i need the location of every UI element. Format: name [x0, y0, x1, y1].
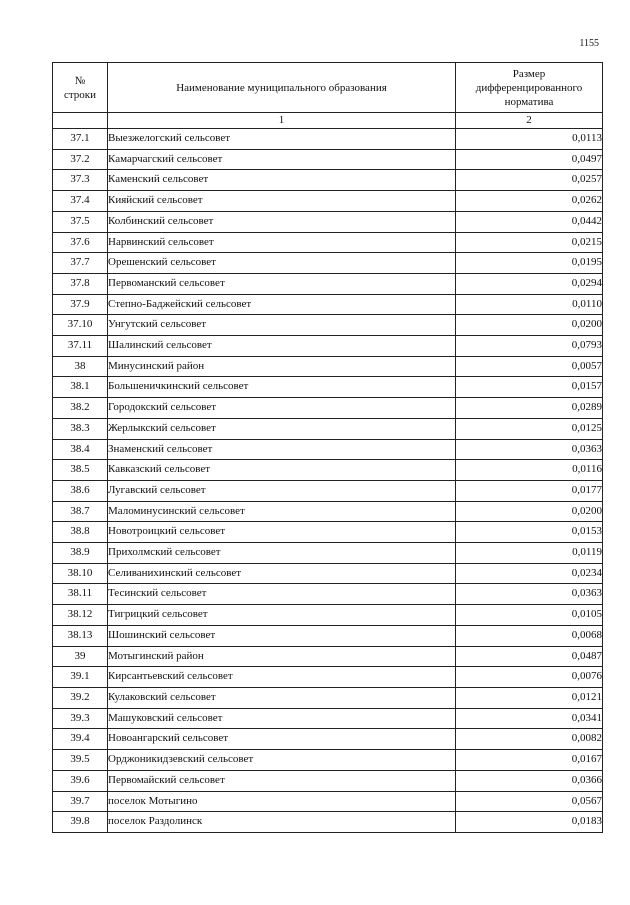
municipality-name-cell: Тесинский сельсовет [108, 584, 456, 605]
table-row [53, 439, 603, 460]
municipality-name-cell: Прихолмский сельсовет [108, 543, 456, 564]
row-number-cell: 37.4 [53, 191, 108, 212]
row-number-cell: 37.2 [53, 149, 108, 170]
municipality-name-cell: Кирсантьевский сельсовет [108, 667, 456, 688]
norm-value-cell: 0,0125 [456, 418, 603, 439]
municipality-name-cell: Выезжелогский сельсовет [108, 129, 456, 150]
table-row [53, 149, 603, 170]
norm-value-cell: 0,0442 [456, 211, 603, 232]
table-row [53, 232, 603, 253]
table-row [53, 667, 603, 688]
norm-value-cell: 0,0121 [456, 687, 603, 708]
row-number-cell: 39.8 [53, 812, 108, 833]
table-row [53, 750, 603, 771]
municipality-name-cell: Нарвинский сельсовет [108, 232, 456, 253]
page-number: 1155 [579, 38, 599, 49]
norm-value-cell: 0,0289 [456, 398, 603, 419]
norm-value-cell: 0,0200 [456, 315, 603, 336]
table-row [53, 563, 603, 584]
municipality-name-cell: Городокский сельсовет [108, 398, 456, 419]
row-number-cell: 38.1 [53, 377, 108, 398]
table-row [53, 687, 603, 708]
municipality-name-cell: Новотроицкий сельсовет [108, 522, 456, 543]
row-number-cell: 38.4 [53, 439, 108, 460]
column-index-name: 1 [108, 113, 456, 129]
norm-value-cell: 0,0341 [456, 708, 603, 729]
norm-value-cell: 0,0363 [456, 439, 603, 460]
norm-value-cell: 0,0113 [456, 129, 603, 150]
row-number-cell: 38.10 [53, 563, 108, 584]
row-number-cell: 38.12 [53, 605, 108, 626]
table-row [53, 315, 603, 336]
table-row [53, 294, 603, 315]
municipality-name-cell: Каменский сельсовет [108, 170, 456, 191]
norm-value-cell: 0,0793 [456, 336, 603, 357]
norm-value-cell: 0,0262 [456, 191, 603, 212]
norm-value-cell: 0,0294 [456, 273, 603, 294]
row-number-cell: 39.3 [53, 708, 108, 729]
norm-value-cell: 0,0105 [456, 605, 603, 626]
table-row [53, 211, 603, 232]
header-municipality-name: Наименование муниципального образования [108, 63, 456, 113]
row-number-cell: 38.8 [53, 522, 108, 543]
header-norm-size: Размер дифференцированного норматива [456, 63, 603, 113]
norm-value-cell: 0,0366 [456, 770, 603, 791]
norm-value-cell: 0,0082 [456, 729, 603, 750]
row-number-cell: 37.9 [53, 294, 108, 315]
norm-value-cell: 0,0076 [456, 667, 603, 688]
municipality-name-cell: Мотыгинский район [108, 646, 456, 667]
norm-value-cell: 0,0057 [456, 356, 603, 377]
row-number-cell: 37.10 [53, 315, 108, 336]
table-row [53, 770, 603, 791]
municipality-name-cell: Селиванихинский сельсовет [108, 563, 456, 584]
municipality-name-cell: Минусинский район [108, 356, 456, 377]
row-number-cell: 37.8 [53, 273, 108, 294]
row-number-cell: 39 [53, 646, 108, 667]
municipality-name-cell: Новоангарский сельсовет [108, 729, 456, 750]
table-row [53, 460, 603, 481]
norm-value-cell: 0,0200 [456, 501, 603, 522]
norm-value-cell: 0,0183 [456, 812, 603, 833]
municipality-name-cell: Шалинский сельсовет [108, 336, 456, 357]
table-row [53, 398, 603, 419]
table-row [53, 646, 603, 667]
municipality-name-cell: Кияйский сельсовет [108, 191, 456, 212]
norm-value-cell: 0,0068 [456, 625, 603, 646]
table-row [53, 170, 603, 191]
table-row [53, 418, 603, 439]
municipality-name-cell: Жерлыкский сельсовет [108, 418, 456, 439]
table-row [53, 522, 603, 543]
municipality-name-cell: Первоманский сельсовет [108, 273, 456, 294]
row-number-cell: 38.13 [53, 625, 108, 646]
table-row [53, 729, 603, 750]
municipality-name-cell: Орешенский сельсовет [108, 253, 456, 274]
norms-table [52, 62, 603, 833]
table-row [53, 625, 603, 646]
table-body [53, 129, 603, 833]
norm-value-cell: 0,0195 [456, 253, 603, 274]
norm-value-cell: 0,0167 [456, 750, 603, 771]
norm-value-cell: 0,0215 [456, 232, 603, 253]
municipality-name-cell: Тигрицкий сельсовет [108, 605, 456, 626]
row-number-cell: 38.2 [53, 398, 108, 419]
row-number-cell: 38.9 [53, 543, 108, 564]
norm-value-cell: 0,0116 [456, 460, 603, 481]
norm-value-cell: 0,0487 [456, 646, 603, 667]
column-index-empty [53, 113, 108, 129]
table-row [53, 129, 603, 150]
municipality-name-cell: Кулаковский сельсовет [108, 687, 456, 708]
column-index-value: 2 [456, 113, 603, 129]
table-row [53, 584, 603, 605]
row-number-cell: 38.7 [53, 501, 108, 522]
row-number-cell: 39.1 [53, 667, 108, 688]
table-row [53, 708, 603, 729]
municipality-name-cell: Маломинусинский сельсовет [108, 501, 456, 522]
row-number-cell: 39.4 [53, 729, 108, 750]
municipality-name-cell: поселок Раздолинск [108, 812, 456, 833]
table-header-row [53, 63, 603, 113]
municipality-name-cell: Большеничкинский сельсовет [108, 377, 456, 398]
table-row [53, 191, 603, 212]
norm-value-cell: 0,0153 [456, 522, 603, 543]
municipality-name-cell: Знаменский сельсовет [108, 439, 456, 460]
municipality-name-cell: Степно-Баджейский сельсовет [108, 294, 456, 315]
municipality-name-cell: Первомайский сельсовет [108, 770, 456, 791]
norm-value-cell: 0,0234 [456, 563, 603, 584]
column-index-row [53, 113, 603, 129]
row-number-cell: 37.5 [53, 211, 108, 232]
norm-value-cell: 0,0157 [456, 377, 603, 398]
table-row [53, 356, 603, 377]
row-number-cell: 39.2 [53, 687, 108, 708]
municipality-name-cell: Машуковский сельсовет [108, 708, 456, 729]
row-number-cell: 37.1 [53, 129, 108, 150]
row-number-cell: 39.6 [53, 770, 108, 791]
table-row [53, 605, 603, 626]
row-number-cell: 38.11 [53, 584, 108, 605]
norm-value-cell: 0,0363 [456, 584, 603, 605]
norm-value-cell: 0,0257 [456, 170, 603, 191]
header-row-number: № строки [53, 63, 108, 113]
table-row [53, 377, 603, 398]
municipality-name-cell: Шошинский сельсовет [108, 625, 456, 646]
row-number-cell: 39.5 [53, 750, 108, 771]
municipality-name-cell: Лугавский сельсовет [108, 480, 456, 501]
municipality-name-cell: Кавказский сельсовет [108, 460, 456, 481]
row-number-cell: 38.5 [53, 460, 108, 481]
row-number-cell: 37.11 [53, 336, 108, 357]
table-row [53, 791, 603, 812]
table-row [53, 812, 603, 833]
row-number-cell: 37.3 [53, 170, 108, 191]
municipality-name-cell: Орджоникидзевский сельсовет [108, 750, 456, 771]
municipality-name-cell: поселок Мотыгино [108, 791, 456, 812]
row-number-cell: 37.6 [53, 232, 108, 253]
municipality-name-cell: Унгутский сельсовет [108, 315, 456, 336]
row-number-cell: 38.6 [53, 480, 108, 501]
row-number-cell: 39.7 [53, 791, 108, 812]
municipality-name-cell: Камарчагский сельсовет [108, 149, 456, 170]
row-number-cell: 38.3 [53, 418, 108, 439]
row-number-cell: 37.7 [53, 253, 108, 274]
table-row [53, 480, 603, 501]
table-row [53, 253, 603, 274]
row-number-cell: 38 [53, 356, 108, 377]
norm-value-cell: 0,0177 [456, 480, 603, 501]
norm-value-cell: 0,0567 [456, 791, 603, 812]
table-row [53, 543, 603, 564]
table-row [53, 336, 603, 357]
municipality-name-cell: Колбинский сельсовет [108, 211, 456, 232]
norm-value-cell: 0,0119 [456, 543, 603, 564]
table-row [53, 273, 603, 294]
table-row [53, 501, 603, 522]
norm-value-cell: 0,0110 [456, 294, 603, 315]
norm-value-cell: 0,0497 [456, 149, 603, 170]
